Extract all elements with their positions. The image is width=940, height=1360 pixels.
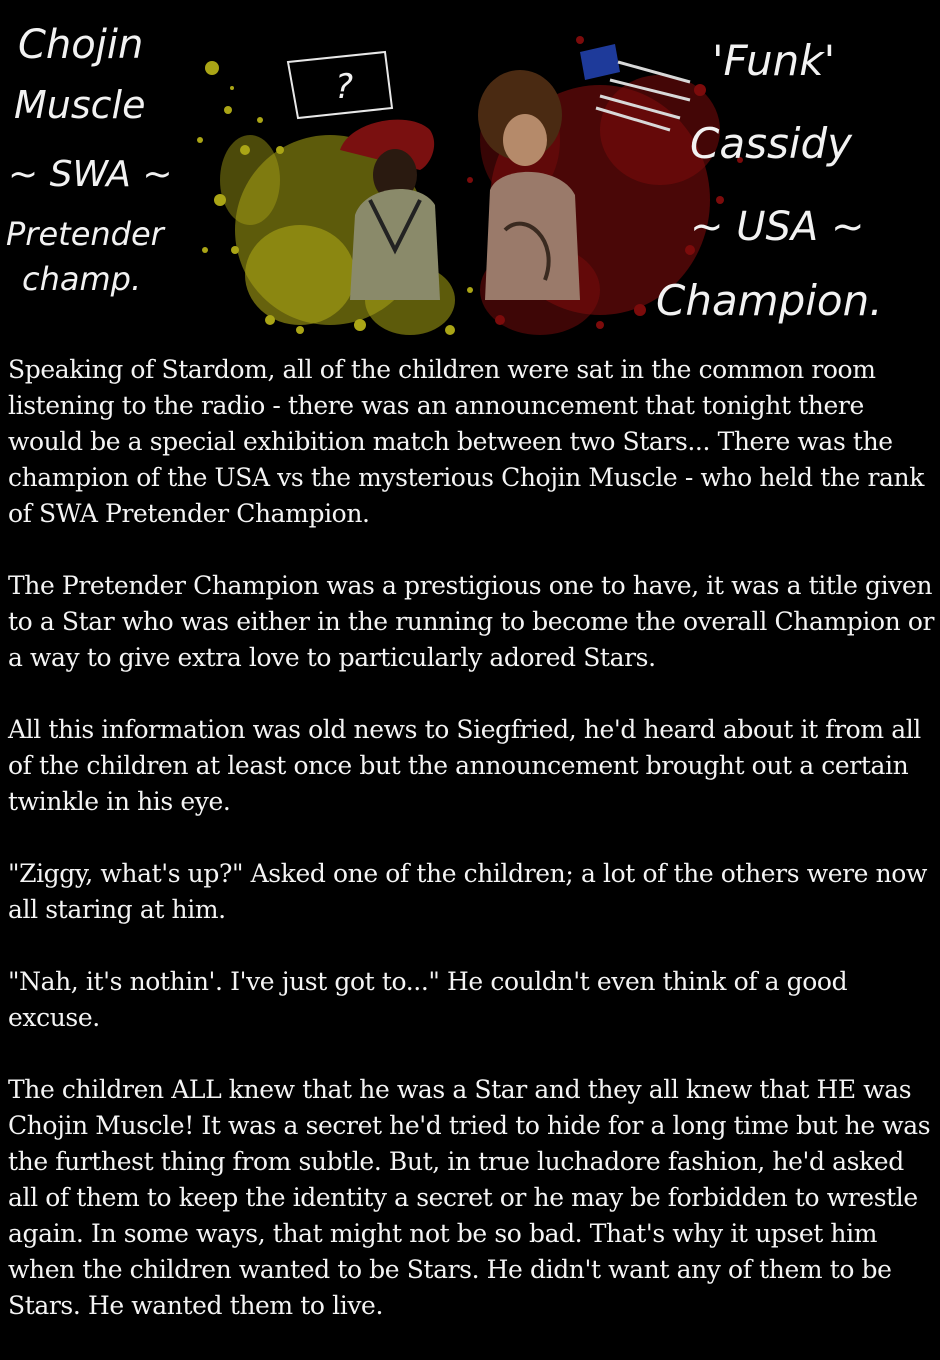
story-paragraph: "Nah, it's nothin'. I've just got to..." He couldn't even think of a good excuse. — [8, 967, 848, 1032]
header-illustration — [0, 0, 940, 345]
story-paragraph: "Ziggy, what's up?" Asked one of the children; a lot of the others were now all staring at him. — [8, 859, 927, 924]
story-paragraph: The Pretender Champion was a prestigious one to have, it was a title given to a Star who was either in the running to become the overall Champion or a way to give extra love to particularly adored Stars. — [8, 571, 935, 672]
right-caption-line: ~ USA ~ — [690, 204, 865, 250]
left-caption-line: champ. — [22, 260, 142, 298]
right-caption-line: Champion. — [656, 276, 883, 325]
left-caption — [6, 22, 173, 298]
tv-icon — [288, 52, 392, 118]
right-caption-line: Cassidy — [690, 119, 853, 168]
left-caption-line: Pretender — [6, 215, 164, 253]
story-paragraph: All this information was old news to Siegfried, he'd heard about it from all of the children at least once but the announcement brought out a certain twinkle in his eye. — [8, 715, 921, 816]
story-text — [8, 352, 936, 1360]
left-caption-line: Muscle — [14, 83, 146, 127]
tv-question-mark: ? — [335, 67, 354, 107]
left-caption-line: Chojin — [18, 22, 144, 68]
left-caption-line: ~ SWA ~ — [8, 154, 173, 195]
story-paragraph: Speaking of Stardom, all of the children were sat in the common room listening to the radio - there was an announcement that tonight there would be a special exhibition match between two Stars... There was the champion of the USA vs the mysterious Chojin Muscle - who held the rank of SWA Pretender Champion. — [8, 355, 924, 528]
right-caption-line: 'Funk' — [712, 36, 836, 85]
story-paragraph: The children ALL knew that he was a Star and they all knew that HE was Chojin Muscle! It was a secret he'd tried to hide for a long time but he was the furthest thing from subtle. But, in true luchadore fashion, he'd asked all of them to keep the identity a secret or he may be forbidden to wrestle again. In some ways, that might not be so bad. That's why it upset him when the children wanted to be Stars. He didn't want any of them to be Stars. He wanted them to live. — [8, 1075, 931, 1320]
